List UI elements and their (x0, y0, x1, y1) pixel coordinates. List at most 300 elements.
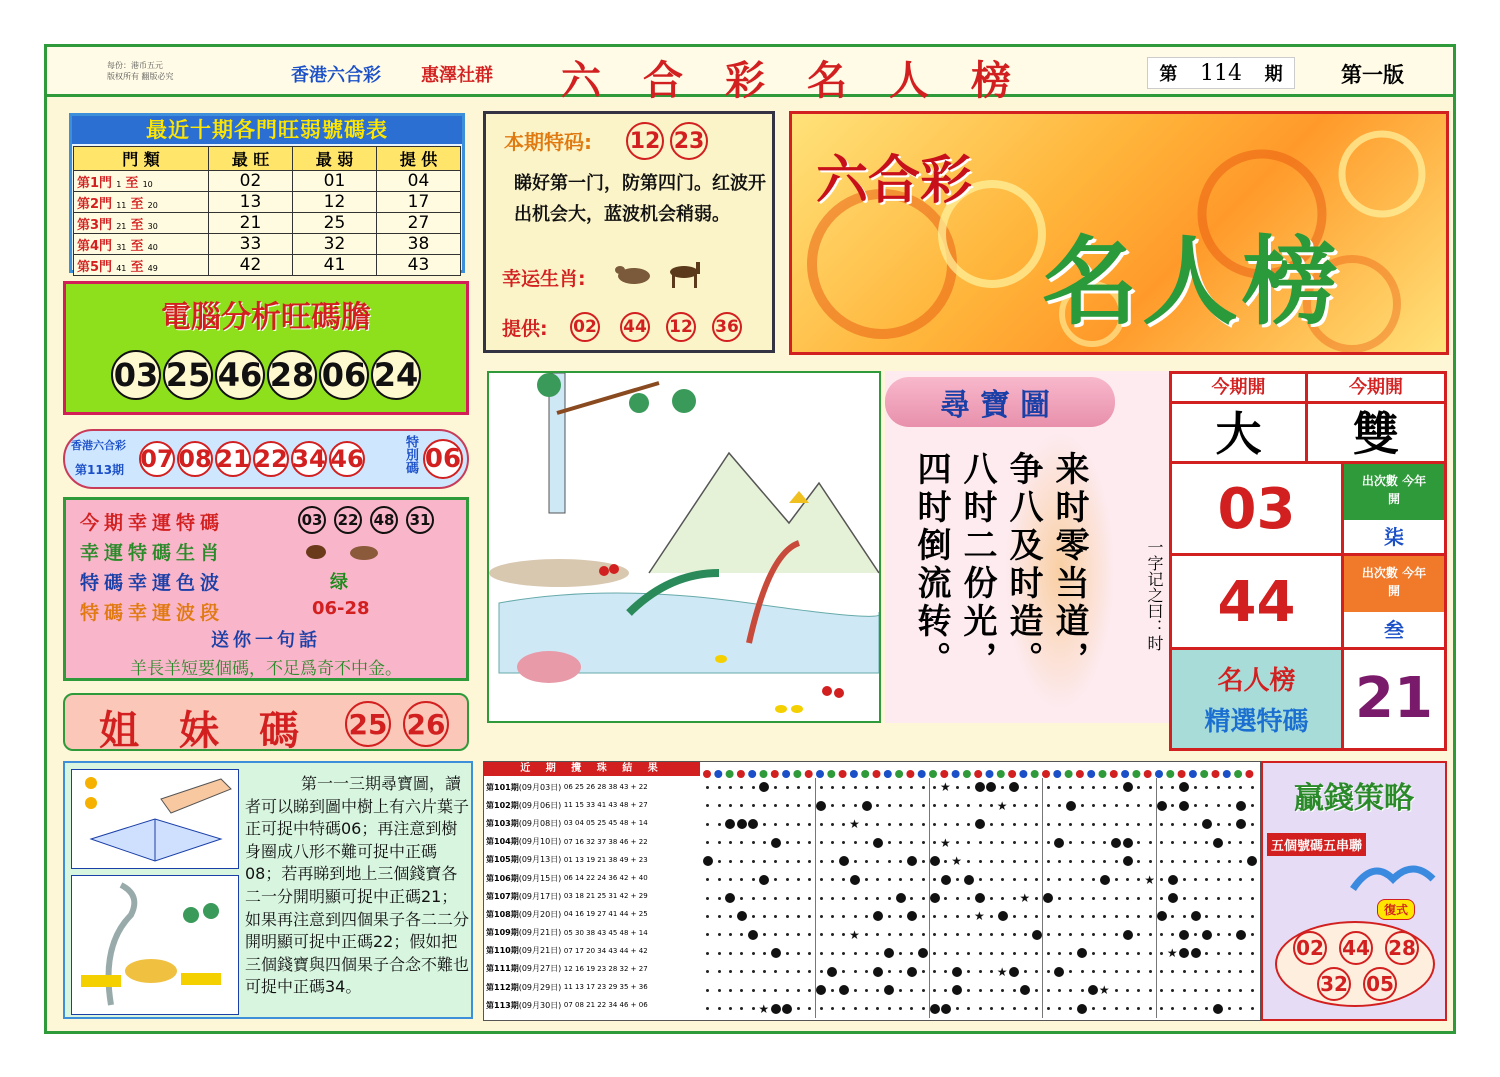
empty-dot (1092, 804, 1095, 807)
empty-dot (956, 878, 959, 881)
empty-dot (752, 952, 755, 955)
col-header: 提 供 (377, 147, 461, 171)
special-ball-star-icon: ★ (996, 964, 1008, 979)
empty-dot (1194, 897, 1197, 900)
empty-dot (933, 786, 936, 789)
empty-dot (740, 860, 743, 863)
empty-dot (1126, 878, 1129, 881)
empty-dot (910, 1007, 913, 1010)
result-numbers: 07 17 20 34 43 44 + 42 (563, 946, 648, 955)
empty-dot (944, 804, 947, 807)
lucky-line3-label: 特碼幸運色波 (80, 572, 225, 594)
empty-dot (1092, 897, 1095, 900)
sister-title: 姐妹碼 (99, 707, 339, 754)
range-from: 31 (116, 242, 127, 252)
empty-dot (786, 823, 789, 826)
empty-dot (1160, 878, 1163, 881)
empty-dot (729, 989, 732, 992)
empty-dot (1092, 952, 1095, 955)
result-numbers: 05 30 38 43 45 48 + 14 (563, 928, 648, 937)
empty-dot (820, 952, 823, 955)
result-issue: 第104期 (486, 837, 519, 847)
empty-dot (1115, 897, 1118, 900)
empty-dot (865, 915, 868, 918)
drawn-ball-dot (771, 1004, 781, 1014)
empty-dot (1251, 915, 1254, 918)
result-numbers: 03 04 05 25 45 48 + 14 (563, 819, 648, 828)
empty-dot (1171, 841, 1174, 844)
empty-dot (1149, 860, 1152, 863)
ball-color-dot (1099, 770, 1107, 778)
empty-dot (1081, 841, 1084, 844)
special-code: 12 (626, 122, 664, 160)
empty-dot (842, 952, 845, 955)
famous-label: 名人榜 (1217, 666, 1296, 696)
empty-dot (967, 989, 970, 992)
empty-dot (786, 897, 789, 900)
empty-dot (718, 970, 721, 973)
ball-color-dot (1065, 770, 1073, 778)
empty-dot (1149, 933, 1152, 936)
empty-dot (808, 897, 811, 900)
empty-dot (1251, 786, 1254, 789)
empty-dot (865, 823, 868, 826)
result-row (486, 942, 700, 960)
result-date: (09月03日) (518, 782, 562, 792)
empty-dot (854, 860, 857, 863)
drawn-ball-dot (1191, 911, 1201, 921)
empty-dot (1058, 952, 1061, 955)
empty-dot (1160, 952, 1163, 955)
drawn-ball-dot (873, 911, 883, 921)
empty-dot (922, 841, 925, 844)
table-row (74, 192, 461, 213)
empty-dot (774, 915, 777, 918)
empty-dot (1160, 970, 1163, 973)
drawn-ball-dot (1123, 930, 1133, 940)
empty-dot (1013, 933, 1016, 936)
empty-dot (910, 933, 913, 936)
empty-dot (1115, 804, 1118, 807)
ball-color-dot (974, 770, 982, 778)
empty-dot (967, 860, 970, 863)
empty-dot (1251, 952, 1254, 955)
empty-dot (1058, 878, 1061, 881)
empty-dot (933, 933, 936, 936)
empty-dot (1035, 841, 1038, 844)
empty-dot (854, 1007, 857, 1010)
empty-dot (1047, 878, 1050, 881)
empty-dot (1115, 878, 1118, 881)
result-issue: 第109期 (486, 928, 519, 938)
community-label: 惠澤社群 (421, 65, 493, 86)
empty-dot (1171, 915, 1174, 918)
empty-dot (718, 860, 721, 863)
empty-dot (1126, 823, 1129, 826)
empty-dot (1137, 897, 1140, 900)
last-draw-code: 08 (177, 441, 213, 477)
drawn-ball-dot (884, 985, 894, 995)
parity-value: 雙 (1308, 404, 1444, 464)
empty-dot (1013, 897, 1016, 900)
special-code-box (483, 111, 775, 353)
empty-dot (1058, 823, 1061, 826)
empty-dot (1149, 786, 1152, 789)
empty-dot (1092, 860, 1095, 863)
empty-dot (1047, 841, 1050, 844)
empty-dot (1228, 952, 1231, 955)
hot-value: 21 (209, 213, 293, 234)
empty-dot (797, 970, 800, 973)
empty-dot (1092, 1007, 1095, 1010)
strategy-codes-oval (1275, 921, 1435, 1007)
empty-dot (933, 823, 936, 826)
empty-dot (706, 823, 709, 826)
drawn-ball-dot (1236, 930, 1246, 940)
empty-dot (718, 933, 721, 936)
col-header: 最 弱 (293, 147, 377, 171)
number-one-tag: 出次數 今年開 (1344, 464, 1444, 520)
range-to: 30 (147, 221, 158, 231)
empty-dot (1035, 897, 1038, 900)
empty-dot (1228, 860, 1231, 863)
empty-dot (763, 860, 766, 863)
drawn-ball-dot (1077, 1004, 1087, 1014)
special-code: 23 (670, 122, 708, 160)
empty-dot (1149, 1007, 1152, 1010)
empty-dot (865, 989, 868, 992)
empty-dot (944, 915, 947, 918)
empty-dot (740, 933, 743, 936)
empty-dot (786, 989, 789, 992)
lucky-band-value: 06-28 (312, 598, 370, 619)
drawn-ball-dot (986, 782, 996, 792)
sister-code: 26 (403, 701, 449, 747)
sister-code: 25 (345, 701, 391, 747)
empty-dot (1217, 952, 1220, 955)
poem-column: 争八及时造。 (1003, 451, 1043, 679)
number-one: 03 (1172, 464, 1344, 556)
empty-dot (706, 786, 709, 789)
grid-divider (1156, 778, 1157, 1018)
empty-dot (990, 952, 993, 955)
computer-title: 電腦分析旺碼膽 (161, 300, 371, 335)
ball-color-dot (1223, 770, 1231, 778)
lucky-line4-label: 特碼幸運波段 (80, 602, 225, 624)
last-draw-code: 07 (139, 441, 175, 477)
edition-label: 第一版 (1341, 63, 1404, 87)
empty-dot (1001, 841, 1004, 844)
empty-dot (729, 970, 732, 973)
empty-dot (831, 1007, 834, 1010)
empty-dot (899, 989, 902, 992)
empty-dot (1137, 915, 1140, 918)
drawn-ball-dot (930, 1004, 940, 1014)
poem-column: 四时倒流转。 (911, 451, 951, 679)
empty-dot (1205, 989, 1208, 992)
range-to-label: 至 (130, 259, 144, 275)
empty-dot (842, 841, 845, 844)
empty-dot (967, 1007, 970, 1010)
results-list (486, 778, 700, 1014)
empty-dot (1137, 841, 1140, 844)
banner (789, 111, 1449, 355)
strategy-title: 贏錢策略 (1294, 781, 1414, 816)
result-issue: 第108期 (486, 909, 519, 919)
drawn-ball-dot (725, 893, 735, 903)
drawn-ball-dot (1168, 875, 1178, 885)
empty-dot (1058, 860, 1061, 863)
empty-dot (752, 860, 755, 863)
ball-color-dot (952, 770, 960, 778)
lucky-code: 22 (334, 506, 362, 534)
computer-code: 28 (267, 350, 317, 400)
empty-dot (1013, 860, 1016, 863)
empty-dot (1217, 970, 1220, 973)
empty-dot (1205, 804, 1208, 807)
empty-dot (842, 878, 845, 881)
empty-dot (1081, 970, 1084, 973)
empty-dot (1228, 897, 1231, 900)
empty-dot (1251, 804, 1254, 807)
empty-dot (854, 970, 857, 973)
empty-dot (729, 841, 732, 844)
empty-dot (1035, 823, 1038, 826)
empty-dot (1013, 841, 1016, 844)
drawn-ball-dot (1077, 948, 1087, 958)
ball-color-dot (1166, 770, 1174, 778)
range-to-label: 至 (130, 238, 144, 254)
result-date: (09月20日) (518, 909, 562, 919)
ball-color-dot (703, 770, 711, 778)
empty-dot (888, 970, 891, 973)
empty-dot (979, 989, 982, 992)
offer-value: 04 (377, 171, 461, 192)
header-bar (47, 47, 1453, 104)
famous-pick-box (1172, 650, 1344, 748)
empty-dot (1058, 915, 1061, 918)
empty-dot (1137, 933, 1140, 936)
empty-dot (1183, 897, 1186, 900)
seagull-icon (1343, 849, 1443, 899)
empty-dot (899, 878, 902, 881)
door-label: 第1門 (77, 175, 113, 191)
empty-dot (774, 786, 777, 789)
ball-color-dot (1132, 770, 1140, 778)
empty-dot (763, 970, 766, 973)
empty-dot (1239, 897, 1242, 900)
result-issue: 第107期 (486, 891, 519, 901)
ball-color-dot (714, 770, 722, 778)
empty-dot (1103, 915, 1106, 918)
empty-dot (1183, 915, 1186, 918)
empty-dot (1058, 786, 1061, 789)
empty-dot (1024, 860, 1027, 863)
result-numbers: 04 16 19 27 41 44 + 25 (563, 910, 648, 919)
strategy-code: 44 (1339, 931, 1373, 965)
result-issue: 第103期 (486, 818, 519, 828)
empty-dot (842, 786, 845, 789)
result-row (486, 814, 700, 832)
right-result-panel (1169, 371, 1447, 751)
last-draw-issue: 第113期 (75, 463, 125, 477)
empty-dot (1251, 841, 1254, 844)
empty-dot (1013, 823, 1016, 826)
empty-dot (1126, 804, 1129, 807)
drawn-ball-dot (771, 838, 781, 848)
empty-dot (876, 952, 879, 955)
strategy-code: 32 (1317, 967, 1351, 1001)
empty-dot (1069, 878, 1072, 881)
empty-dot (876, 786, 879, 789)
empty-dot (808, 970, 811, 973)
empty-dot (910, 786, 913, 789)
result-row (486, 978, 700, 996)
drawn-ball-dot (1088, 985, 1098, 995)
empty-dot (1103, 823, 1106, 826)
empty-dot (774, 804, 777, 807)
empty-dot (1115, 952, 1118, 955)
empty-dot (706, 878, 709, 881)
empty-dot (1183, 841, 1186, 844)
empty-dot (876, 878, 879, 881)
empty-dot (706, 952, 709, 955)
ball-color-dot (963, 770, 971, 778)
drawn-ball-dot (759, 875, 769, 885)
famous-sub: 精選特碼 (1204, 707, 1309, 737)
empty-dot (1239, 989, 1242, 992)
empty-dot (786, 933, 789, 936)
empty-dot (944, 952, 947, 955)
empty-dot (1058, 933, 1061, 936)
empty-dot (1126, 970, 1129, 973)
special-ball-star-icon: ★ (939, 835, 951, 850)
empty-dot (1081, 786, 1084, 789)
phrase-label: 送你一句話 (211, 630, 321, 651)
drawn-ball-dot (975, 819, 985, 829)
drawn-ball-dot (1066, 801, 1076, 811)
empty-dot (1239, 878, 1242, 881)
book-hand-icon (71, 769, 239, 869)
range-to-label: 至 (130, 217, 144, 233)
empty-dot (842, 1007, 845, 1010)
explanation-box (63, 761, 473, 1019)
empty-dot (1013, 804, 1016, 807)
empty-dot (1171, 933, 1174, 936)
empty-dot (763, 952, 766, 955)
special-text: 睇好第一门，防第四门。红波开出机会大，蓝波机会稍弱。 (514, 173, 766, 225)
ball-color-dot (816, 770, 824, 778)
result-numbers: 11 15 33 41 43 48 + 27 (563, 801, 648, 810)
empty-dot (797, 878, 800, 881)
empty-dot (1160, 860, 1163, 863)
empty-dot (1228, 933, 1231, 936)
empty-dot (740, 952, 743, 955)
empty-dot (854, 897, 857, 900)
empty-dot (1126, 897, 1129, 900)
empty-dot (1047, 804, 1050, 807)
empty-dot (1205, 915, 1208, 918)
ball-color-dot (771, 770, 779, 778)
drawn-ball-dot (1179, 948, 1189, 958)
empty-dot (899, 1007, 902, 1010)
drawn-ball-dot (884, 948, 894, 958)
empty-dot (752, 878, 755, 881)
drawn-ball-dot (1202, 930, 1212, 940)
empty-dot (1137, 786, 1140, 789)
empty-dot (774, 933, 777, 936)
empty-dot (763, 841, 766, 844)
drawn-ball-dot (930, 893, 940, 903)
results-grid (483, 761, 1261, 1021)
empty-dot (786, 841, 789, 844)
famous-number: 21 (1355, 666, 1433, 731)
empty-dot (1205, 970, 1208, 973)
empty-dot (1069, 970, 1072, 973)
empty-dot (899, 860, 902, 863)
empty-dot (899, 970, 902, 973)
empty-dot (820, 841, 823, 844)
empty-dot (1171, 1007, 1174, 1010)
treasure-scene (487, 371, 881, 723)
empty-dot (1183, 860, 1186, 863)
empty-dot (1092, 970, 1095, 973)
empty-dot (922, 1007, 925, 1010)
ball-color-dot (873, 770, 881, 778)
empty-dot (808, 823, 811, 826)
empty-dot (718, 989, 721, 992)
empty-dot (808, 952, 811, 955)
ball-color-dot (748, 770, 756, 778)
empty-dot (1001, 897, 1004, 900)
special-ball-star-icon: ★ (1144, 872, 1155, 887)
empty-dot (706, 915, 709, 918)
table-row (74, 255, 461, 276)
ball-color-dot (760, 770, 768, 778)
empty-dot (922, 878, 925, 881)
last-draw-brand: 香港六合彩 (71, 439, 126, 452)
empty-dot (1217, 786, 1220, 789)
empty-dot (820, 878, 823, 881)
empty-dot (990, 878, 993, 881)
number-two: 44 (1172, 556, 1344, 650)
ball-color-dot (895, 770, 903, 778)
open-label: 今期開 (1172, 374, 1308, 404)
empty-dot (786, 860, 789, 863)
drawn-ball-dot (1123, 782, 1133, 792)
empty-dot (808, 878, 811, 881)
empty-dot (990, 841, 993, 844)
empty-dot (1149, 804, 1152, 807)
empty-dot (1205, 1007, 1208, 1010)
empty-dot (910, 989, 913, 992)
empty-dot (820, 1007, 823, 1010)
special-ball-star-icon: ★ (849, 927, 860, 942)
ball-color-dot (1042, 770, 1050, 778)
empty-dot (1217, 860, 1220, 863)
cold-value: 41 (293, 255, 377, 276)
page-frame (44, 44, 1456, 1034)
empty-dot (1228, 915, 1231, 918)
empty-dot (1092, 933, 1095, 936)
empty-dot (786, 878, 789, 881)
empty-dot (1092, 878, 1095, 881)
empty-dot (1069, 823, 1072, 826)
ball-color-dot (793, 770, 801, 778)
drawn-ball-dot (1236, 801, 1246, 811)
empty-dot (1081, 897, 1084, 900)
drawn-ball-dot (1179, 930, 1189, 940)
